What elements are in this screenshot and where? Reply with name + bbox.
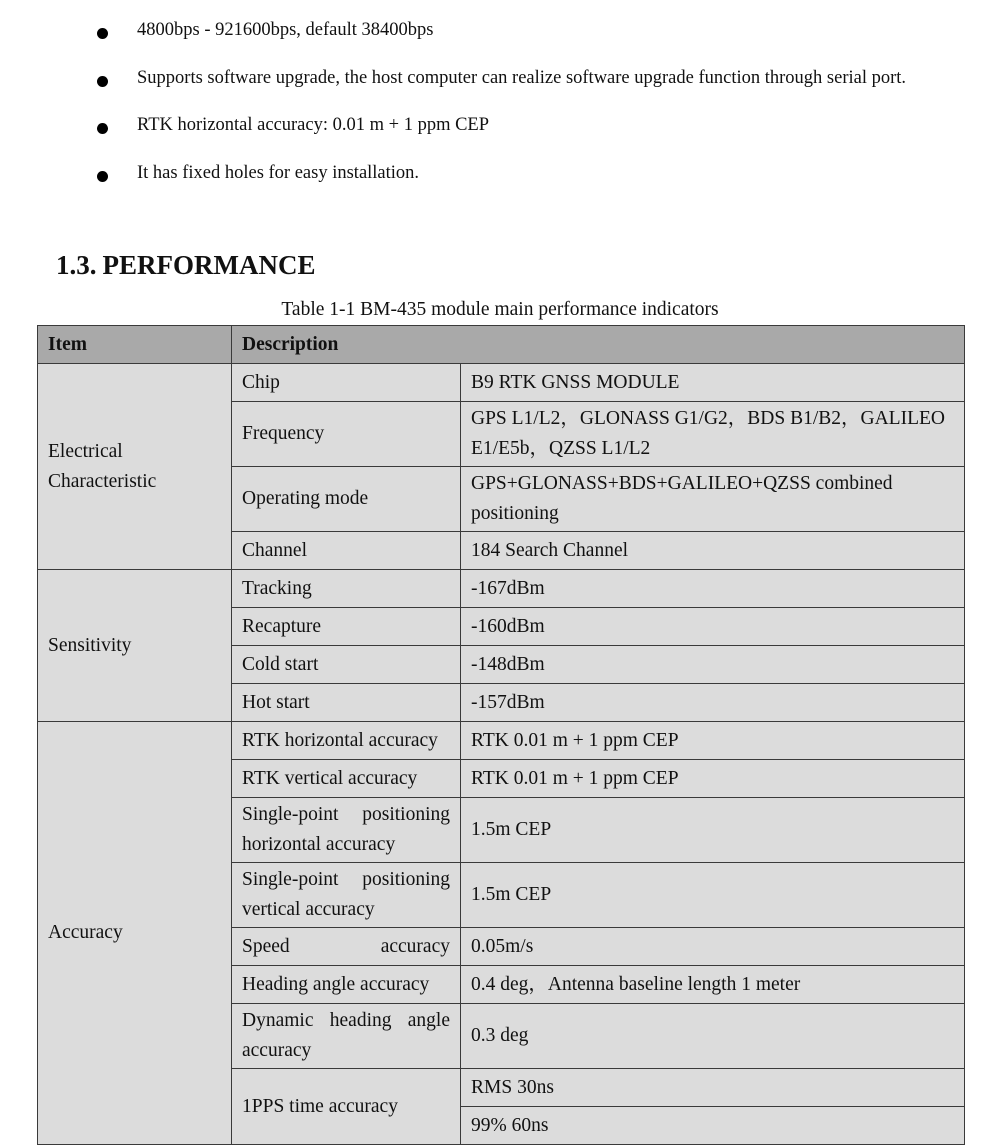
bullet-text: It has fixed holes for easy installation.	[137, 163, 420, 183]
table-row	[38, 364, 965, 402]
table-caption: Table 1-1 BM-435 module main performance indicators	[281, 299, 719, 320]
row-value: RMS 30ns	[461, 1069, 965, 1107]
row-value: -160dBm	[461, 608, 965, 646]
bullet-text: 4800bps - 921600bps, default 38400bps	[137, 20, 434, 40]
row-value: 0.4 deg，Antenna baseline length 1 meter	[461, 966, 965, 1004]
row-label: Frequency	[232, 402, 461, 467]
section-number: 1.3.	[56, 250, 97, 280]
row-value: 1.5m CEP	[461, 798, 965, 863]
section-heading	[56, 250, 315, 281]
group-name-accuracy: Accuracy	[38, 722, 232, 1145]
row-label: Channel	[232, 532, 461, 570]
row-value: -157dBm	[461, 684, 965, 722]
row-value: -148dBm	[461, 646, 965, 684]
header-item: Item	[38, 326, 232, 364]
row-label: Dynamic heading angle accuracy	[232, 1004, 461, 1069]
bullet-dot-icon	[97, 76, 108, 87]
bullet-item	[0, 143, 1000, 183]
bullet-dot-icon	[97, 28, 108, 39]
row-label: Speed accuracy	[232, 928, 461, 966]
section-title: PERFORMANCE	[102, 250, 316, 280]
row-value: 0.05m/s	[461, 928, 965, 966]
row-value: 0.3 deg	[461, 1004, 965, 1069]
row-label: Operating mode	[232, 467, 461, 532]
row-label: Chip	[232, 364, 461, 402]
row-value: -167dBm	[461, 570, 965, 608]
table-row	[38, 570, 965, 608]
row-label: Heading angle accuracy	[232, 966, 461, 1004]
row-label: 1PPS time accuracy	[232, 1069, 461, 1145]
table-header-row	[38, 326, 965, 364]
bullet-text: Supports software upgrade, the host computer can realize software upgrade function through serial port.	[137, 68, 907, 88]
row-label: Cold start	[232, 646, 461, 684]
row-value: 99% 60ns	[461, 1107, 965, 1145]
row-label: RTK vertical accuracy	[232, 760, 461, 798]
row-value: GPS L1/L2，GLONASS G1/G2，BDS B1/B2，GALILEO E1/E5b，QZSS L1/L2	[461, 402, 965, 467]
row-value: 184 Search Channel	[461, 532, 965, 570]
row-label: Single-point positioning horizontal accuracy	[232, 798, 461, 863]
table-row	[38, 722, 965, 760]
row-value: RTK 0.01 m + 1 ppm CEP	[461, 760, 965, 798]
row-label: Single-point positioning vertical accuracy	[232, 863, 461, 928]
row-value: 1.5m CEP	[461, 863, 965, 928]
header-description: Description	[232, 326, 965, 364]
row-label: Hot start	[232, 684, 461, 722]
bullet-dot-icon	[97, 171, 108, 182]
row-value: B9 RTK GNSS MODULE	[461, 364, 965, 402]
group-name-electrical: Electrical Characteristic	[38, 364, 232, 570]
group-name-sensitivity: Sensitivity	[38, 570, 232, 722]
bullet-text: RTK horizontal accuracy: 0.01 m + 1 ppm CEP	[137, 115, 490, 135]
bullet-item	[0, 48, 1000, 88]
bullet-dot-icon	[97, 123, 108, 134]
performance-table	[37, 325, 965, 1145]
row-label: RTK horizontal accuracy	[232, 722, 461, 760]
bullet-item	[0, 95, 1000, 135]
row-label: Tracking	[232, 570, 461, 608]
row-value: GPS+GLONASS+BDS+GALILEO+QZSS combined positioning	[461, 467, 965, 532]
row-value: RTK 0.01 m + 1 ppm CEP	[461, 722, 965, 760]
row-label: Recapture	[232, 608, 461, 646]
bullet-item	[0, 0, 1000, 40]
